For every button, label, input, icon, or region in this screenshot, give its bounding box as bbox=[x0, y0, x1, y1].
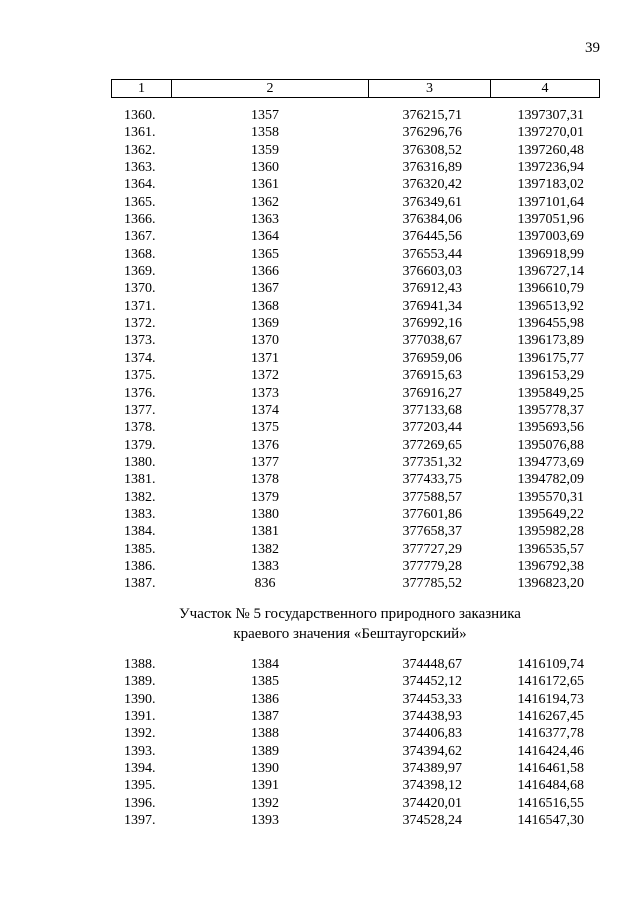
table-row bbox=[0, 743, 640, 760]
point-number: 1359 bbox=[251, 142, 279, 158]
coordinate-x: 377658,37 bbox=[402, 524, 462, 540]
row-index: 1395. bbox=[124, 778, 156, 794]
table-row bbox=[0, 725, 640, 742]
table-row bbox=[0, 777, 640, 794]
table-row bbox=[0, 280, 640, 297]
table-row bbox=[0, 385, 640, 402]
coordinate-x: 376349,61 bbox=[402, 194, 462, 210]
point-number: 1361 bbox=[251, 177, 279, 193]
point-number: 1390 bbox=[251, 761, 279, 777]
table-row bbox=[0, 489, 640, 506]
coordinate-y: 1396455,98 bbox=[517, 316, 584, 332]
table-header bbox=[111, 79, 600, 98]
point-number: 1392 bbox=[251, 795, 279, 811]
point-number: 1377 bbox=[251, 454, 279, 470]
coordinate-x: 374438,93 bbox=[402, 709, 462, 725]
table-row bbox=[0, 263, 640, 280]
row-index: 1375. bbox=[124, 368, 156, 384]
table-row bbox=[0, 558, 640, 575]
table-row bbox=[0, 541, 640, 558]
table-row bbox=[0, 350, 640, 367]
coordinate-x: 377779,28 bbox=[402, 558, 462, 574]
table-row bbox=[0, 708, 640, 725]
row-index: 1383. bbox=[124, 506, 156, 522]
table-row bbox=[0, 367, 640, 384]
coordinate-y: 1397307,31 bbox=[517, 108, 584, 123]
page-number: 39 bbox=[585, 40, 600, 56]
row-index: 1366. bbox=[124, 212, 156, 228]
point-number: 1362 bbox=[251, 194, 279, 210]
coordinate-y: 1396610,79 bbox=[517, 281, 584, 297]
coordinate-x: 376320,42 bbox=[402, 177, 462, 193]
coordinate-x: 376603,03 bbox=[402, 264, 462, 280]
row-index: 1370. bbox=[124, 281, 156, 297]
coordinate-y: 1396727,14 bbox=[517, 264, 584, 280]
row-index: 1384. bbox=[124, 524, 156, 540]
row-index: 1360. bbox=[124, 108, 156, 123]
row-index: 1392. bbox=[124, 726, 156, 742]
table-row bbox=[0, 142, 640, 159]
row-index: 1394. bbox=[124, 761, 156, 777]
coordinate-x: 376959,06 bbox=[402, 350, 462, 366]
point-number: 1366 bbox=[251, 264, 279, 280]
table-row bbox=[0, 124, 640, 141]
coordinate-x: 374398,12 bbox=[402, 778, 462, 794]
coordinate-x: 374452,12 bbox=[402, 674, 462, 690]
section-title-line-1: Участок № 5 государственного природного заказника bbox=[179, 606, 521, 622]
point-number: 1381 bbox=[251, 524, 279, 540]
coordinate-y: 1397260,48 bbox=[517, 142, 584, 158]
coordinate-y: 1395076,88 bbox=[517, 437, 584, 453]
table-row bbox=[0, 159, 640, 176]
table-row bbox=[0, 402, 640, 419]
row-index: 1396. bbox=[124, 795, 156, 811]
coordinate-x: 376941,34 bbox=[402, 298, 462, 314]
coordinate-x: 374528,24 bbox=[402, 813, 462, 829]
point-number: 1375 bbox=[251, 420, 279, 436]
point-number: 1358 bbox=[251, 125, 279, 141]
coordinate-y: 1397183,02 bbox=[517, 177, 584, 193]
point-number: 1368 bbox=[251, 298, 279, 314]
coordinate-x: 377133,68 bbox=[402, 402, 462, 418]
coordinate-y: 1395693,56 bbox=[517, 420, 584, 436]
point-number: 1363 bbox=[251, 212, 279, 228]
coordinate-x: 376553,44 bbox=[402, 246, 462, 262]
point-number: 1393 bbox=[251, 813, 279, 829]
row-index: 1368. bbox=[124, 246, 156, 262]
coordinate-x: 377038,67 bbox=[402, 333, 462, 349]
table-row bbox=[0, 673, 640, 690]
row-index: 1362. bbox=[124, 142, 156, 158]
coordinate-y: 1397236,94 bbox=[517, 160, 584, 176]
coordinate-x: 374406,83 bbox=[402, 726, 462, 742]
point-number: 1360 bbox=[251, 160, 279, 176]
row-index: 1373. bbox=[124, 333, 156, 349]
point-number: 1367 bbox=[251, 281, 279, 297]
row-index: 1361. bbox=[124, 125, 156, 141]
row-index: 1397. bbox=[124, 813, 156, 829]
point-number: 1357 bbox=[251, 108, 279, 123]
coordinate-x: 376912,43 bbox=[402, 281, 462, 297]
row-index: 1388. bbox=[124, 657, 156, 672]
coordinate-x: 374420,01 bbox=[402, 795, 462, 811]
point-number: 1365 bbox=[251, 246, 279, 262]
coordinate-y: 1394782,09 bbox=[517, 472, 584, 488]
coordinate-y: 1416267,45 bbox=[517, 709, 584, 725]
table-row bbox=[0, 437, 640, 454]
coordinate-y: 1397101,64 bbox=[517, 194, 584, 210]
coordinate-y: 1397003,69 bbox=[517, 229, 584, 245]
coordinate-x: 376384,06 bbox=[402, 212, 462, 228]
table-row bbox=[0, 211, 640, 228]
coordinate-y: 1416484,68 bbox=[517, 778, 584, 794]
table-row bbox=[0, 298, 640, 315]
row-index: 1380. bbox=[124, 454, 156, 470]
row-index: 1376. bbox=[124, 385, 156, 401]
coordinate-y: 1397270,01 bbox=[517, 125, 584, 141]
coordinate-x: 374389,97 bbox=[402, 761, 462, 777]
coordinate-x: 374394,62 bbox=[402, 743, 462, 759]
header-cell-3: 3 bbox=[369, 80, 491, 97]
header-cell-2: 2 bbox=[172, 80, 369, 97]
coordinate-x: 374453,33 bbox=[402, 691, 462, 707]
coordinate-y: 1416172,65 bbox=[517, 674, 584, 690]
table-row bbox=[0, 691, 640, 708]
row-index: 1379. bbox=[124, 437, 156, 453]
point-number: 1387 bbox=[251, 709, 279, 725]
point-number: 1382 bbox=[251, 541, 279, 557]
coordinate-x: 377785,52 bbox=[402, 576, 462, 592]
coordinate-y: 1396173,89 bbox=[517, 333, 584, 349]
coordinate-y: 1416547,30 bbox=[517, 813, 584, 829]
coordinate-x: 376915,63 bbox=[402, 368, 462, 384]
point-number: 1376 bbox=[251, 437, 279, 453]
point-number: 1391 bbox=[251, 778, 279, 794]
coordinate-x: 377433,75 bbox=[402, 472, 462, 488]
coordinate-x: 374448,67 bbox=[402, 657, 462, 672]
coordinate-x: 377601,86 bbox=[402, 506, 462, 522]
point-number: 1384 bbox=[251, 657, 279, 672]
coordinate-y: 1395649,22 bbox=[517, 506, 584, 522]
coordinate-y: 1396918,99 bbox=[517, 246, 584, 262]
point-number: 1388 bbox=[251, 726, 279, 742]
point-number: 1378 bbox=[251, 472, 279, 488]
point-number: 1364 bbox=[251, 229, 279, 245]
point-number: 1380 bbox=[251, 506, 279, 522]
row-index: 1381. bbox=[124, 472, 156, 488]
coordinate-y: 1395570,31 bbox=[517, 489, 584, 505]
point-number: 1372 bbox=[251, 368, 279, 384]
coordinate-y: 1395778,37 bbox=[517, 402, 584, 418]
point-number: 1373 bbox=[251, 385, 279, 401]
coordinate-x: 376215,71 bbox=[402, 108, 462, 123]
point-number: 1385 bbox=[251, 674, 279, 690]
coordinate-y: 1416516,55 bbox=[517, 795, 584, 811]
coordinate-y: 1394773,69 bbox=[517, 454, 584, 470]
row-index: 1377. bbox=[124, 402, 156, 418]
row-index: 1378. bbox=[124, 420, 156, 436]
coordinate-x: 377269,65 bbox=[402, 437, 462, 453]
row-index: 1367. bbox=[124, 229, 156, 245]
table-row bbox=[0, 419, 640, 436]
table-row bbox=[0, 454, 640, 471]
point-number: 836 bbox=[254, 576, 276, 592]
table-row bbox=[0, 246, 640, 263]
coordinate-y: 1396175,77 bbox=[517, 350, 584, 366]
coordinate-x: 377727,29 bbox=[402, 541, 462, 557]
coordinate-y: 1396153,29 bbox=[517, 368, 584, 384]
table-row bbox=[0, 575, 640, 592]
section-title-line-2: краевого значения «Бештаугорский» bbox=[233, 626, 467, 642]
coordinate-y: 1396535,57 bbox=[517, 541, 584, 557]
row-index: 1374. bbox=[124, 350, 156, 366]
coordinate-y: 1396823,20 bbox=[517, 576, 584, 592]
point-number: 1383 bbox=[251, 558, 279, 574]
point-number: 1370 bbox=[251, 333, 279, 349]
row-index: 1372. bbox=[124, 316, 156, 332]
table-row bbox=[0, 812, 640, 829]
coordinate-x: 377351,32 bbox=[402, 454, 462, 470]
point-number: 1371 bbox=[251, 350, 279, 366]
coordinate-y: 1396792,38 bbox=[517, 558, 584, 574]
table-row bbox=[0, 194, 640, 211]
table-row bbox=[0, 506, 640, 523]
row-index: 1389. bbox=[124, 674, 156, 690]
coordinate-x: 377588,57 bbox=[402, 489, 462, 505]
coordinate-x: 376992,16 bbox=[402, 316, 462, 332]
header-cell-4: 4 bbox=[541, 81, 549, 96]
table-row bbox=[0, 176, 640, 193]
point-number: 1369 bbox=[251, 316, 279, 332]
table-row bbox=[0, 656, 640, 673]
coordinate-x: 376296,76 bbox=[402, 125, 462, 141]
table-row bbox=[0, 795, 640, 812]
table-row bbox=[0, 315, 640, 332]
table-row bbox=[0, 107, 640, 124]
table-row bbox=[0, 760, 640, 777]
row-index: 1393. bbox=[124, 743, 156, 759]
coordinate-y: 1416424,46 bbox=[517, 743, 584, 759]
coordinate-x: 376916,27 bbox=[402, 385, 462, 401]
coordinate-y: 1395849,25 bbox=[517, 385, 584, 401]
coordinate-y: 1396513,92 bbox=[517, 298, 584, 314]
table-row bbox=[0, 523, 640, 540]
coordinates-table-a bbox=[0, 107, 640, 593]
row-index: 1365. bbox=[124, 194, 156, 210]
coordinate-y: 1416109,74 bbox=[517, 657, 584, 672]
point-number: 1379 bbox=[251, 489, 279, 505]
point-number: 1389 bbox=[251, 743, 279, 759]
row-index: 1386. bbox=[124, 558, 156, 574]
coordinate-y: 1416377,78 bbox=[517, 726, 584, 742]
coordinate-y: 1416461,58 bbox=[517, 761, 584, 777]
row-index: 1363. bbox=[124, 160, 156, 176]
row-index: 1391. bbox=[124, 709, 156, 725]
point-number: 1386 bbox=[251, 691, 279, 707]
coordinate-x: 377203,44 bbox=[402, 420, 462, 436]
row-index: 1371. bbox=[124, 298, 156, 314]
row-index: 1382. bbox=[124, 489, 156, 505]
coordinate-y: 1395982,28 bbox=[517, 524, 584, 540]
row-index: 1387. bbox=[124, 576, 156, 592]
table-row bbox=[0, 332, 640, 349]
coordinates-table-b bbox=[0, 656, 640, 829]
point-number: 1374 bbox=[251, 402, 279, 418]
coordinate-x: 376445,56 bbox=[402, 229, 462, 245]
row-index: 1364. bbox=[124, 177, 156, 193]
row-index: 1390. bbox=[124, 691, 156, 707]
section-title bbox=[100, 604, 600, 644]
table-row bbox=[0, 228, 640, 245]
coordinate-y: 1416194,73 bbox=[517, 691, 584, 707]
row-index: 1369. bbox=[124, 264, 156, 280]
coordinate-x: 376316,89 bbox=[402, 160, 462, 176]
coordinate-x: 376308,52 bbox=[402, 142, 462, 158]
coordinate-y: 1397051,96 bbox=[517, 212, 584, 228]
table-row bbox=[0, 471, 640, 488]
row-index: 1385. bbox=[124, 541, 156, 557]
header-cell-1: 1 bbox=[112, 80, 172, 97]
